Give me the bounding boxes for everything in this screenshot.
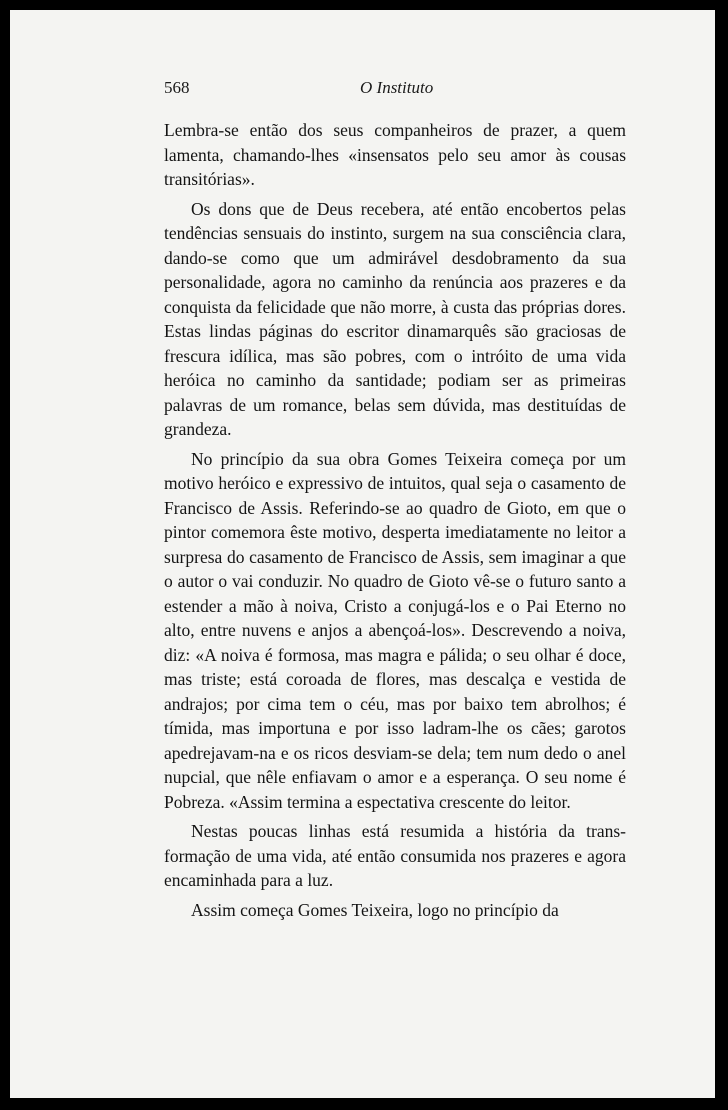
paragraph: Os dons que de Deus recebera, até então encobertos pelas tendências sensuais do instinto, surgem na sua consciência clara, dando-se como que um admirável desdobramento da sua personalidade, agora no caminho da renúncia aos prazeres e da conquista da felicidade que não morre, à custa das próprias dores. Estas lindas páginas do escritor dinamarquês são graciosas de frescura idílica, mas são pobres, com o intróito de uma vida heróica no caminho da santidade; podiam ser as primeiras palavras de um romance, belas sem dúvida, mas destituídas de grandeza. bbox=[164, 198, 626, 439]
paragraph: No princípio da sua obra Gomes Teixeira começa por um motivo heróico e expressivo de intuitos, qual seja o casamento de Francisco de Assis. Referindo-se ao quadro de Gioto, em que o pintor comemora êste motivo, desperta imediatamente no leitor a surpresa do casamento de Francisco de Assis, sem imaginar a que o autor o vai conduzir. No quadro de Gioto vê-se o futuro santo a estender a mão à noiva, Cristo a conjugá-los e o Pai Eterno no alto, entre nuvens e anjos a abençoá-los». Descrevendo a noiva, diz: «A noiva é formosa, mas magra e pálida; o seu olhar é doce, mas triste; está coroada de flores, mas descalça e vestida de andrajos; por cima tem o céu, mas por baixo tem abrolhos; é tímida, mas importuna e por isso ladram-lhe os cães; garotos apedrejavam-na e os ricos desviam-se dela; tem num dedo o anel nupcial, que nêle enfiavam o amor e a esperança. O seu nome é Pobreza. «Assim termina a espectativa crescente do leitor. bbox=[164, 448, 626, 812]
book-page bbox=[10, 10, 715, 1098]
page-number: 568 bbox=[164, 78, 190, 97]
paragraph: Assim começa Gomes Teixeira, logo no princípio da bbox=[191, 899, 559, 920]
running-title: O Instituto bbox=[360, 78, 434, 97]
page-header bbox=[164, 78, 644, 102]
paragraph: Lembra-se então dos seus companheiros de prazer, a quem lamenta, chamando-lhes «insensatos pelo seu amor às cousas transitórias». bbox=[164, 120, 626, 189]
body-text bbox=[164, 118, 626, 922]
paragraph: Nestas poucas linhas está resumida a história da transformação de uma vida, até então consumida nos prazeres e agora encaminhada para a luz. bbox=[164, 821, 626, 890]
